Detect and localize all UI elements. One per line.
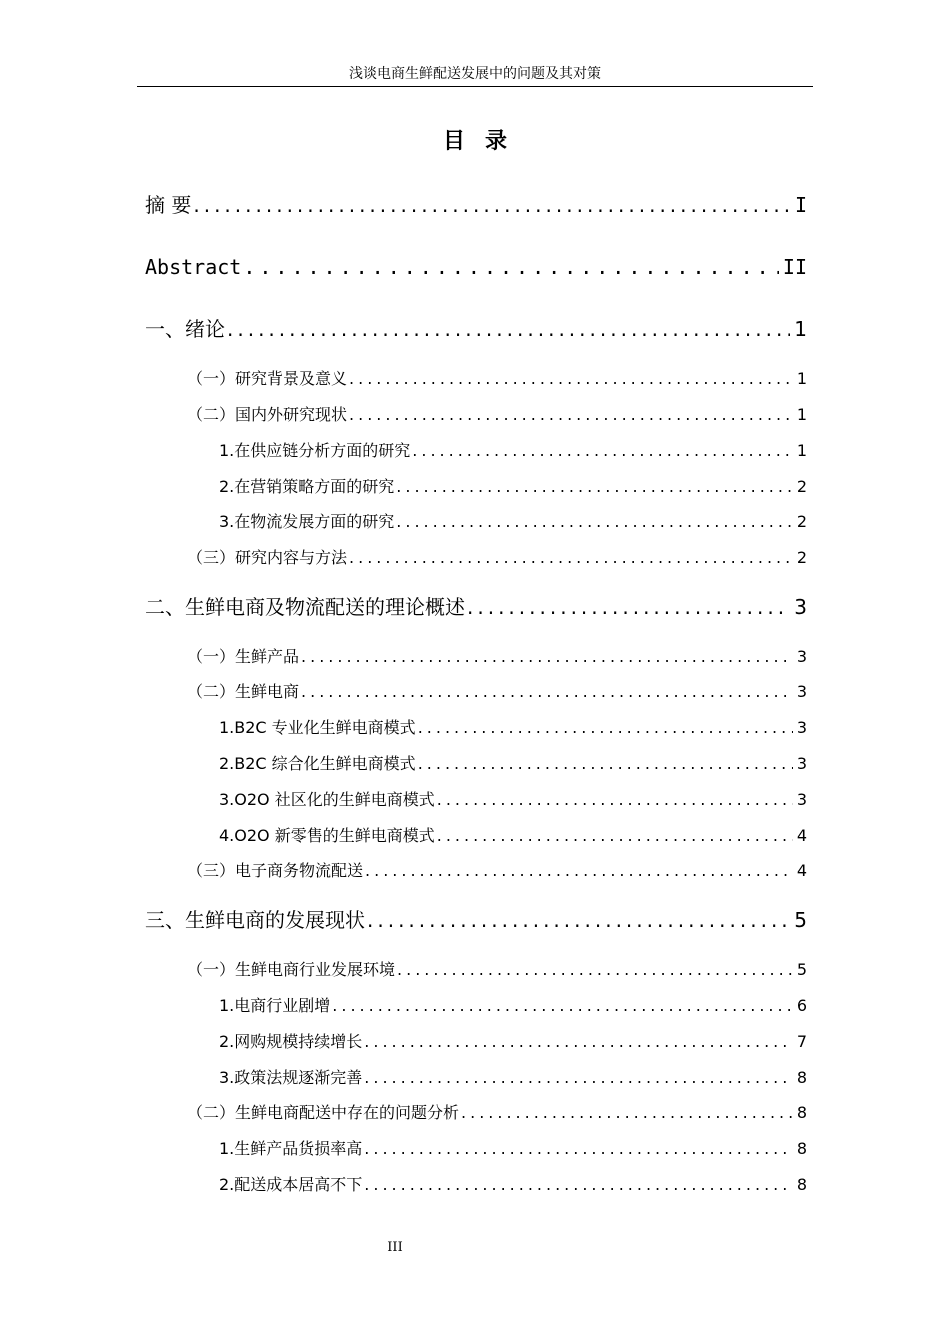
- toc-entry-label: 三、生鲜电商的发展现状: [145, 908, 365, 932]
- toc-entry-label: 3.O2O 社区化的生鲜电商模式: [219, 790, 435, 809]
- toc-leader-dots: [349, 367, 793, 391]
- toc-entry-section-1-2-1[interactable]: [219, 439, 807, 463]
- toc-leader-dots: [243, 252, 779, 282]
- toc-entry-section-3-1-1[interactable]: [219, 994, 807, 1018]
- toc-entry-section-2-2[interactable]: [187, 680, 807, 704]
- toc-entry-label: 一、绪论: [145, 317, 225, 341]
- toc-entry-section-3-2[interactable]: [187, 1101, 807, 1125]
- toc-entry-label: （一）生鲜产品: [187, 647, 300, 666]
- toc-leader-dots: [418, 752, 793, 776]
- toc-entry-section-2-2-1[interactable]: [219, 716, 807, 740]
- toc-entry-label: 1.在供应链分析方面的研究: [219, 441, 411, 460]
- toc-entry-label: 1.B2C 专业化生鲜电商模式: [219, 718, 416, 737]
- toc-page-number: 8: [796, 1139, 807, 1158]
- toc-entry-label: （三）电子商务物流配送: [187, 861, 364, 880]
- toc-entry-abstract-cn[interactable]: [145, 190, 807, 220]
- toc-leader-dots: [397, 958, 793, 982]
- toc-entry-label: （一）研究背景及意义: [187, 369, 348, 388]
- toc-entry-label: （二）生鲜电商配送中存在的问题分析: [187, 1103, 460, 1122]
- toc-page-number: 1: [794, 317, 807, 341]
- toc-leader-dots: [467, 592, 790, 622]
- toc-page-number: 4: [796, 826, 807, 845]
- toc-leader-dots: [396, 475, 793, 499]
- toc-entry-section-3-1-3[interactable]: [219, 1066, 807, 1090]
- toc-page-number: 3: [796, 790, 807, 809]
- toc-leader-dots: [461, 1101, 793, 1125]
- toc-entry-label: 2.网购规模持续增长: [219, 1032, 363, 1051]
- toc-entry-label: 1.生鲜产品货损率高: [219, 1139, 363, 1158]
- toc-entry-section-1-3[interactable]: [187, 546, 807, 570]
- toc-page-number: II: [782, 255, 807, 279]
- toc-leader-dots: [364, 1030, 793, 1054]
- toc-entry-section-3-2-2[interactable]: [219, 1173, 807, 1197]
- toc-entry-section-1-2-2[interactable]: [219, 475, 807, 499]
- toc-entry-label: 2.配送成本居高不下: [219, 1175, 363, 1194]
- toc-title: 目录: [442, 129, 527, 154]
- toc-entry-section-2-3[interactable]: [187, 859, 807, 883]
- toc-page-number: 1: [796, 441, 807, 460]
- toc-entry-label: 4.O2O 新零售的生鲜电商模式: [219, 826, 435, 845]
- toc-leader-dots: [396, 510, 793, 534]
- toc-page-number: 8: [796, 1068, 807, 1087]
- toc-leader-dots: [364, 1066, 793, 1090]
- toc-entry-label: 2.B2C 综合化生鲜电商模式: [219, 754, 416, 773]
- toc-entry-label: 2.在营销策略方面的研究: [219, 477, 395, 496]
- toc-entry-section-2-1[interactable]: [187, 645, 807, 669]
- toc-leader-dots: [412, 439, 793, 463]
- toc-leader-dots: [193, 190, 791, 220]
- toc-entry-label: Abstract: [145, 255, 242, 279]
- toc-page-number: 3: [796, 754, 807, 773]
- toc-leader-dots: [349, 546, 793, 570]
- toc-leader-dots: [365, 859, 793, 883]
- toc-entry-abstract-en[interactable]: [145, 252, 807, 282]
- toc-leader-dots: [437, 788, 793, 812]
- toc-entry-label: 3.政策法规逐渐完善: [219, 1068, 363, 1087]
- toc-page-number: 8: [796, 1175, 807, 1194]
- toc-entry-section-3-1[interactable]: [187, 958, 807, 982]
- toc-entry-label: （一）生鲜电商行业发展环境: [187, 960, 396, 979]
- toc-leader-dots: [364, 1137, 793, 1161]
- toc-leader-dots: [301, 680, 793, 704]
- toc-page-number: 7: [796, 1032, 807, 1051]
- toc-entry-section-1-2[interactable]: [187, 403, 807, 427]
- toc-entry-label: 二、生鲜电商及物流配送的理论概述: [145, 595, 465, 619]
- toc-entry-chapter-2[interactable]: [145, 592, 807, 622]
- toc-entry-section-2-2-3[interactable]: [219, 788, 807, 812]
- toc-entry-section-2-2-4[interactable]: [219, 824, 807, 848]
- toc-leader-dots: [349, 403, 793, 427]
- toc-page-number: 3: [794, 595, 807, 619]
- toc-page-number: 3: [796, 682, 807, 701]
- toc-entry-chapter-3[interactable]: [145, 905, 807, 935]
- toc-page-number: 2: [796, 548, 807, 567]
- toc-leader-dots: [367, 905, 790, 935]
- toc-entry-label: （二）生鲜电商: [187, 682, 300, 701]
- toc-page-number: 1: [796, 369, 807, 388]
- toc-page-number: 2: [796, 477, 807, 496]
- toc-entry-section-3-1-2[interactable]: [219, 1030, 807, 1054]
- footer-page-number: III: [387, 1240, 403, 1255]
- toc-page-number: 1: [796, 405, 807, 424]
- toc-entry-label: （二）国内外研究现状: [187, 405, 348, 424]
- header-rule: [137, 86, 813, 87]
- toc-entry-section-3-2-1[interactable]: [219, 1137, 807, 1161]
- toc-entry-chapter-1[interactable]: [145, 314, 807, 344]
- toc-entry-section-1-1[interactable]: [187, 367, 807, 391]
- toc-page-number: 6: [796, 996, 807, 1015]
- toc-page-number: I: [794, 193, 807, 217]
- toc-leader-dots: [227, 314, 790, 344]
- toc-leader-dots: [437, 824, 793, 848]
- toc-page-number: 2: [796, 512, 807, 531]
- toc-page-number: 3: [796, 718, 807, 737]
- toc-entry-label: 3.在物流发展方面的研究: [219, 512, 395, 531]
- toc-page-number: 8: [796, 1103, 807, 1122]
- toc-entry-section-1-2-3[interactable]: [219, 510, 807, 534]
- toc-leader-dots: [332, 994, 793, 1018]
- running-header: 浅谈电商生鲜配送发展中的问题及其对策: [349, 66, 601, 82]
- toc-leader-dots: [301, 645, 793, 669]
- toc-page-number: 4: [796, 861, 807, 880]
- toc-page-number: 5: [796, 960, 807, 979]
- toc-page-number: 3: [796, 647, 807, 666]
- toc-page-number: 5: [794, 908, 807, 932]
- toc-leader-dots: [418, 716, 793, 740]
- toc-entry-label: 摘 要: [145, 193, 192, 217]
- toc-leader-dots: [364, 1173, 793, 1197]
- toc-entry-label: 1.电商行业剧增: [219, 996, 331, 1015]
- toc-entry-section-2-2-2[interactable]: [219, 752, 807, 776]
- toc-entry-label: （三）研究内容与方法: [187, 548, 348, 567]
